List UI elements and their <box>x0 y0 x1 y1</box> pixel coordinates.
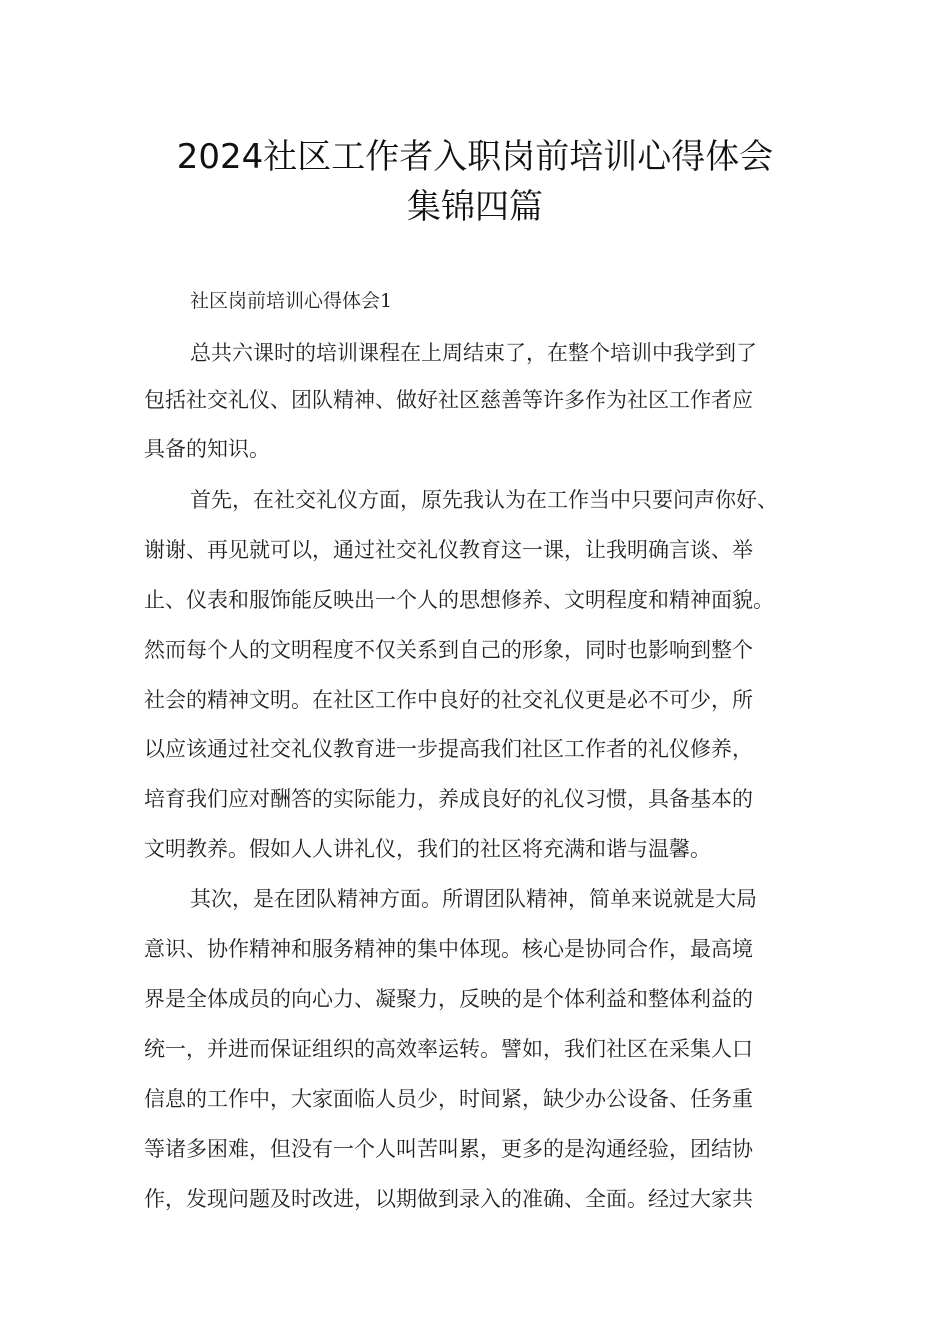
paragraph-line: 其次，是在团队精神方面。所谓团队精神，简单来说就是大局 <box>190 887 757 911</box>
paragraph-line: 社会的精神文明。在社区工作中良好的社交礼仪更是必不可少，所 <box>144 688 753 712</box>
paragraph-line: 等诸多困难，但没有一个人叫苦叫累，更多的是沟通经验，团结协 <box>144 1137 753 1161</box>
paragraph-line: 界是全体成员的向心力、凝聚力，反映的是个体利益和整体利益的 <box>144 987 753 1011</box>
section-heading: 社区岗前培训心得体会1 <box>190 290 393 312</box>
paragraph-line: 培育我们应对酬答的实际能力，养成良好的礼仪习惯，具备基本的 <box>144 787 753 811</box>
paragraph-line: 以应该通过社交礼仪教育进一步提高我们社区工作者的礼仪修养， <box>144 737 753 761</box>
paragraph-line: 然而每个人的文明程度不仅关系到自己的形象，同时也影响到整个 <box>144 638 753 662</box>
paragraph-line: 文明教养。假如人人讲礼仪，我们的社区将充满和谐与温馨。 <box>144 837 711 861</box>
paragraph-line: 具备的知识。 <box>144 437 270 461</box>
document-title-line-2: 集锦四篇 <box>407 187 543 227</box>
paragraph-line: 总共六课时的培训课程在上周结束了，在整个培训中我学到了 <box>190 341 757 365</box>
paragraph-line: 首先，在社交礼仪方面，原先我认为在工作当中只要问声你好、 <box>190 488 778 512</box>
paragraph-line: 作，发现问题及时改进，以期做到录入的准确、全面。经过大家共 <box>144 1187 753 1211</box>
paragraph-line: 统一，并进而保证组织的高效率运转。譬如，我们社区在采集人口 <box>144 1037 753 1061</box>
paragraph-line: 意识、协作精神和服务精神的集中体现。核心是协同合作，最高境 <box>144 937 753 961</box>
paragraph-line: 止、仪表和服饰能反映出一个人的思想修养、文明程度和精神面貌。 <box>144 588 774 612</box>
paragraph-line: 谢谢、再见就可以，通过社交礼仪教育这一课，让我明确言谈、举 <box>144 538 753 562</box>
paragraph-line: 信息的工作中，大家面临人员少，时间紧，缺少办公设备、任务重 <box>144 1087 753 1111</box>
document-title-line-1: 2024社区工作者入职岗前培训心得体会 <box>176 137 774 177</box>
paragraph-line: 包括社交礼仪、团队精神、做好社区慈善等许多作为社区工作者应 <box>144 388 753 412</box>
